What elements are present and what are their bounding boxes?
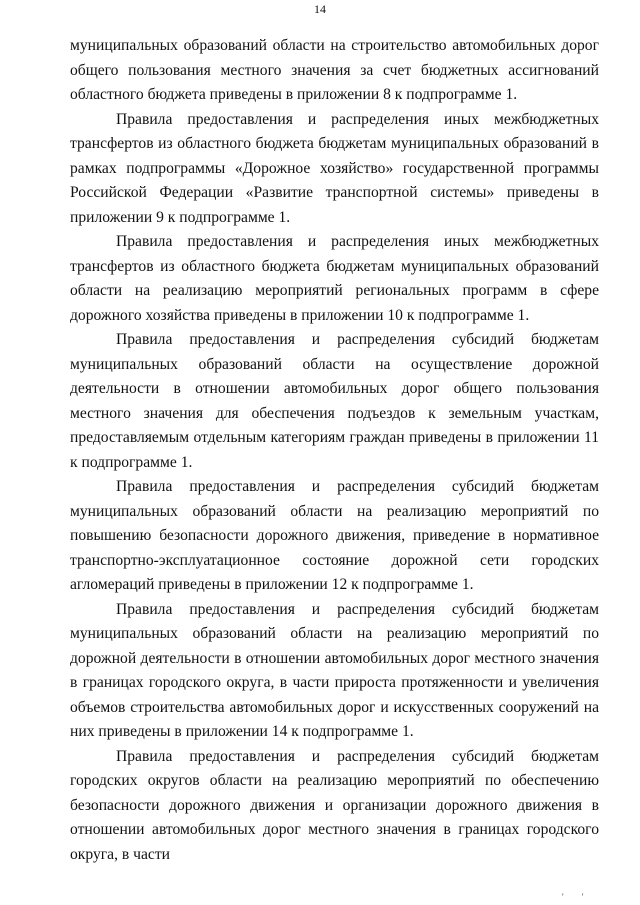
footer-mark: ' ' [562, 892, 592, 902]
paragraph-appendix-11: Правила предоставления и распределения субсидий бюджетам муниципальных образований области на осуществление дорожной деятельности в отношении автомобильных дорог общего пользования местного значения для обеспечения подъездов к земельным участкам, предоставляемым отдельным категориям граждан приведены в приложении 11 к подпрограмме 1. [70, 331, 599, 471]
paragraph-appendix-12: Правила предоставления и распределения субсидий бюджетам муниципальных образований области на реализацию мероприятий по повышению безопасности дорожного движения, приведение в нормативное транспортно-эксплуатационное состояние дорожной сети городских агломераций приведены в приложении 12 к подпрограмме 1. [70, 478, 599, 593]
page-number: 14 [314, 2, 326, 16]
paragraph-appendix-9: Правила предоставления и распределения иных межбюджетных трансфертов из областного бюджета бюджетам муниципальных образований в рамках подпрограммы «Дорожное хозяйство» государственной программы Российской Федерации «Развитие транспортной системы» приведены в приложении 9 к подпрограмме 1. [70, 110, 599, 226]
paragraph-city-districts: Правила предоставления и распределения субсидий бюджетам городских округов области на реализацию мероприятий по обеспечению безопасности дорожного движения и организации дорожного движения в отношении автомобильных дорог местного значения в границах городского округа, в части [70, 747, 599, 863]
document-body [70, 34, 599, 867]
paragraph-appendix-10: Правила предоставления и распределения иных межбюджетных трансфертов из областного бюджета бюджетам муниципальных образований области на реализацию мероприятий региональных программ в сфере дорожного хозяйства приведены в приложении 10 к подпрограмме 1. [70, 233, 599, 324]
paragraph-appendix-14: Правила предоставления и распределения субсидий бюджетам муниципальных образований области на реализацию мероприятий по дорожной деятельности в отношении автомобильных дорог местного значения в границах городского округа, в части прироста протяженности и увеличения объемов строительства автомобильных дорог и искусственных сооружений на них приведены в приложении 14 к подпрограмме 1. [70, 600, 599, 740]
paragraph-continuation: муниципальных образований области на строительство автомобильных дорог общего пользования местного значения за счет бюджетных ассигнований областного бюджета приведены в приложении 8 к подпрограмме 1. [70, 37, 599, 103]
